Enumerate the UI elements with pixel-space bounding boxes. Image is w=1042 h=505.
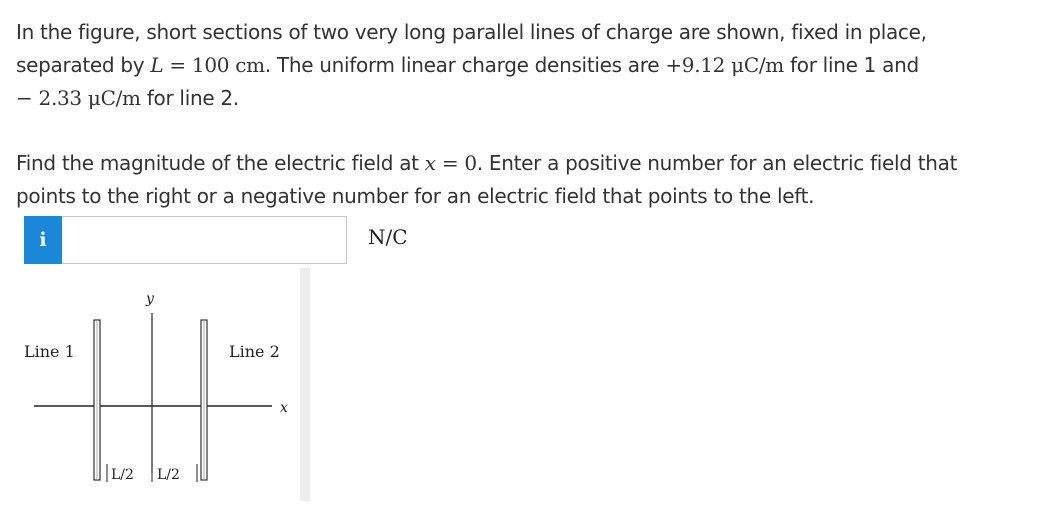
p2-text-b: . Enter a positive number for an electric field that — [476, 151, 958, 175]
p1-text-c: . The uniform linear charge densities are — [264, 53, 666, 77]
dim-label-left: L/2 — [111, 467, 134, 483]
position-value: 0 — [464, 151, 477, 175]
parallel-lines-figure — [0, 268, 300, 501]
position-equals: = — [435, 151, 465, 175]
separation-value: 100 cm — [191, 53, 265, 77]
info-icon: i — [39, 229, 47, 251]
problem-paragraph-2 — [16, 147, 1031, 213]
line1-label: Line 1 — [24, 342, 75, 361]
answer-input[interactable] — [62, 216, 347, 264]
separation-equals: = — [163, 53, 192, 77]
info-button[interactable] — [24, 216, 62, 264]
x-axis-label: x — [280, 400, 288, 416]
p2-text-a: Find the magnitude of the electric field at — [16, 151, 425, 175]
p1-text-e: for line 2. — [140, 86, 239, 110]
problem-paragraph-1 — [16, 16, 1031, 115]
p2-text-c: points to the right or a negative number for an electric field that points to the left. — [16, 184, 815, 208]
line2-charge-density: − 2.33 μC/m — [16, 86, 141, 110]
p1-text-d: for line 1 and — [783, 53, 919, 77]
p1-text-b: separated by — [16, 53, 151, 77]
separation-symbol: L — [150, 53, 164, 77]
figure-right-border — [300, 268, 310, 501]
line2-label: Line 2 — [229, 342, 280, 361]
y-axis-label: y — [146, 291, 154, 307]
figure — [0, 268, 310, 501]
line1-charge-density: +9.12 μC/m — [665, 53, 784, 77]
p1-text-a: In the figure, short sections of two very long parallel lines of charge are shown, fixed in place, — [16, 20, 927, 44]
line-1 — [94, 320, 100, 480]
position-symbol: x — [424, 151, 436, 175]
line-2 — [201, 320, 207, 480]
answer-unit: N/C — [368, 225, 408, 249]
dim-label-right: L/2 — [157, 467, 180, 483]
